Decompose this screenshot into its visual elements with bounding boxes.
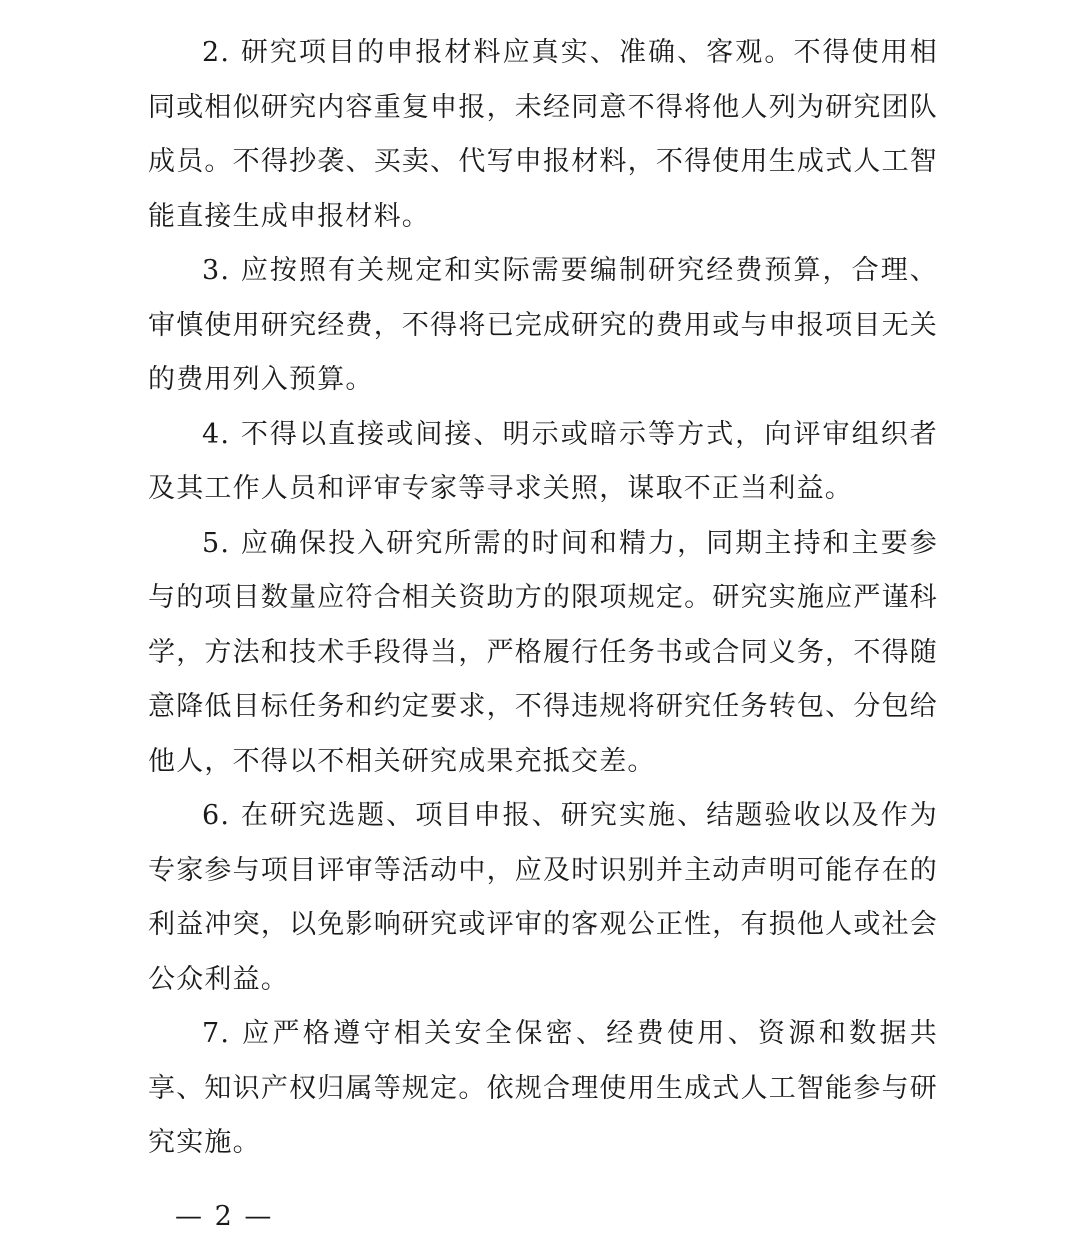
paragraph-item-7: 7. 应严格遵守相关安全保密、经费使用、资源和数据共享、知识产权归属等规定。依规合理使用生成式人工智能参与研究实施。 xyxy=(148,1018,938,1158)
paragraph-item-5: 5. 应确保投入研究所需的时间和精力，同期主持和主要参与的项目数量应符合相关资助方的限项规定。研究实施应严谨科学，方法和技术手段得当，严格履行任务书或合同义务，不得随意降低目标任务和约定要求，不得违规将研究任务转包、分包给他人，不得以不相关研究成果充抵交差。 xyxy=(148,527,938,777)
page-number: — 2 — xyxy=(175,1201,274,1232)
paragraph-item-3: 3. 应按照有关规定和实际需要编制研究经费预算，合理、审慎使用研究经费，不得将已完成研究的费用或与申报项目无关的费用列入预算。 xyxy=(148,255,938,395)
paragraph-item-6: 6. 在研究选题、项目申报、研究实施、结题验收以及作为专家参与项目评审等活动中，应及时识别并主动声明可能存在的利益冲突，以免影响研究或评审的客观公正性，有损他人或社会公众利益。 xyxy=(148,800,938,995)
paragraph-item-2: 2. 研究项目的申报材料应真实、准确、客观。不得使用相同或相似研究内容重复申报，未经同意不得将他人列为研究团队成员。不得抄袭、买卖、代写申报材料，不得使用生成式人工智能直接生成申报材料。 xyxy=(148,37,938,232)
paragraph-item-4: 4. 不得以直接或间接、明示或暗示等方式，向评审组织者及其工作人员和评审专家等寻求关照，谋取不正当利益。 xyxy=(148,418,938,504)
document-body xyxy=(148,26,938,1171)
